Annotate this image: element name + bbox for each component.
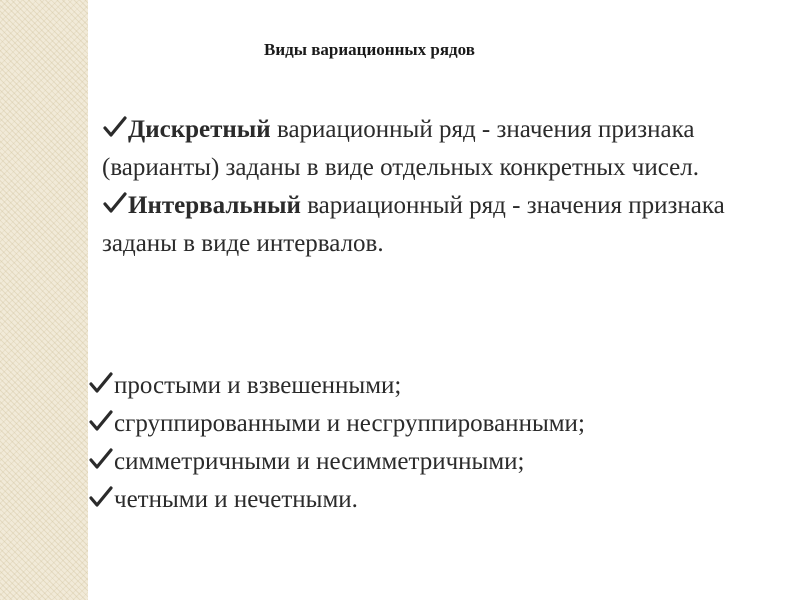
types-list-item [88, 405, 768, 443]
checkmark-icon [102, 191, 128, 215]
checkmark-icon [88, 371, 114, 395]
types-item-label: симметричными и несимметричными; [114, 448, 525, 475]
checkmark-icon [88, 485, 114, 509]
types-list-item [88, 367, 768, 405]
definition-item-interval [88, 187, 748, 263]
types-item-label: четными и нечетными. [114, 486, 358, 513]
types-list-item [88, 481, 768, 519]
types-item-label: простыми и взвешенными; [114, 372, 402, 399]
types-item-label: сгруппированными и несгруппированными; [114, 410, 585, 437]
types-list [88, 367, 768, 519]
checkmark-icon [102, 115, 128, 139]
definition-item-discrete [88, 111, 748, 187]
definitions-list [88, 111, 748, 263]
checkmark-icon [88, 409, 114, 433]
slide-title: Виды вариационных рядов [264, 40, 475, 59]
definition-text: вариационный ряд - значения признака заданы в виде интервалов. [102, 192, 725, 257]
definition-term: Интервальный [128, 192, 301, 219]
decorative-side-band [0, 0, 88, 600]
definition-text: вариационный ряд - значения признака (варианты) заданы в виде отдельных конкретных чисел. [102, 116, 699, 181]
definition-term: Дискретный [128, 116, 271, 143]
types-list-item [88, 443, 768, 481]
checkmark-icon [88, 447, 114, 471]
